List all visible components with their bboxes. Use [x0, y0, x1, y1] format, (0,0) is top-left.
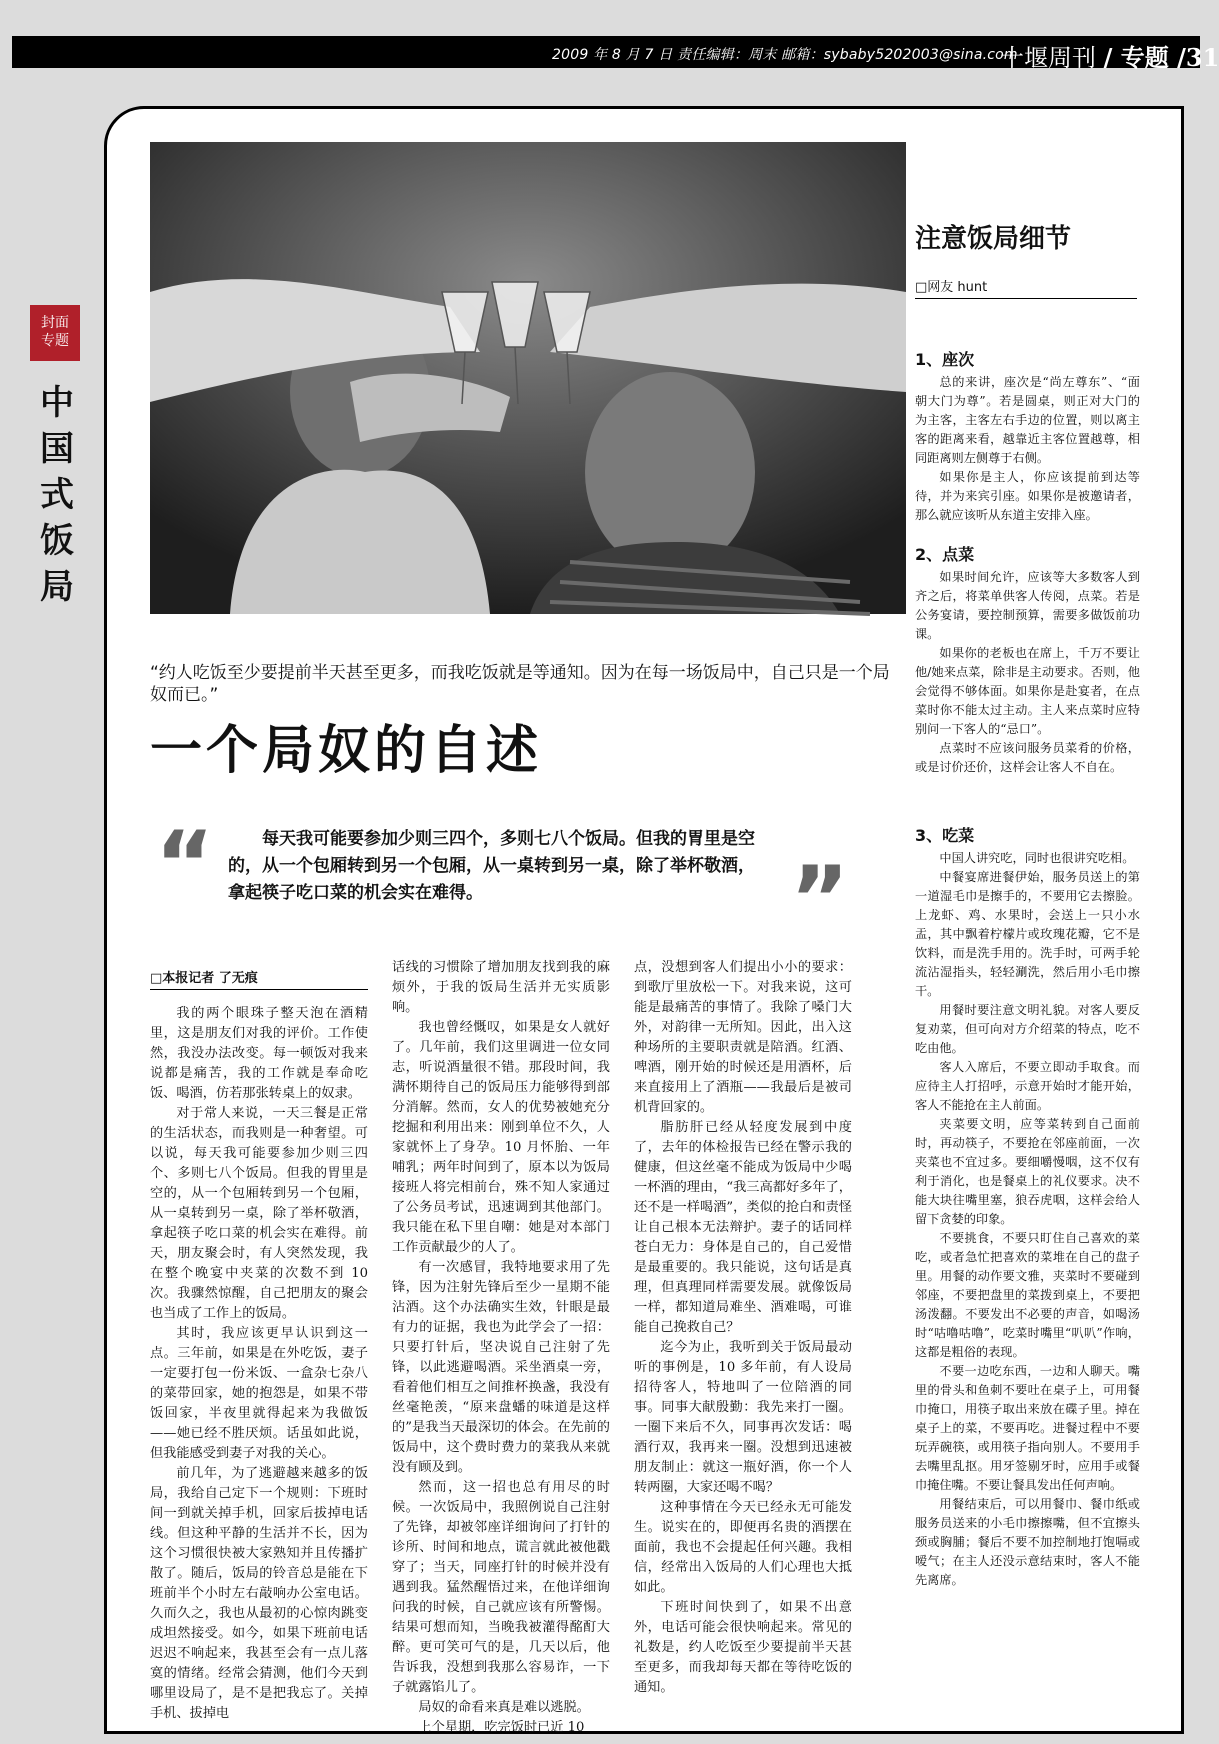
header-meta: 2009 年 8 月 7 日 责任编辑：周末 邮箱：sybaby5202003@sina.com: [552, 47, 1018, 63]
article-paragraph: 我的两个眼珠子整天泡在酒精里，这是朋友们对我的评价。工作使然，我没办法改变。每一顿饭对我来说都是痛苦，我的工作就是奉命吃饭、喝酒，仿若那张转桌上的奴隶。: [150, 1006, 368, 1101]
vertical-title-char: 国: [40, 429, 74, 469]
header-bar: [12, 36, 1219, 72]
pull-quote: [228, 826, 768, 907]
article-paragraph: 然而，这一招也总有用尽的时候。一次饭局中，我照例说自己注射了先锋，却被邻座详细询问了打针的诊所、时间和地点，谎言就此被他戳穿了；当天，同座打针的时候并没有遇到我。猛然醒悟过来，在他详细询问我的时候，自己就应该有所警惕。结果可想而知，当晚我被灌得酩酊大醉。更可笑可气的是，几天以后，他告诉我，没想到我那么容易诈，一下子就露馅儿了。: [392, 1480, 610, 1695]
sidebar-heading: 2、点菜: [915, 545, 975, 564]
sidebar-paragraph: 用餐时要注意文明礼貌。对客人要反复劝菜，但可向对方介绍菜的特点，吃不吃由他。: [915, 1003, 1140, 1055]
sidebar-section-ordering: [915, 545, 1140, 777]
sidebar-paragraph: 如果你的老板也在席上，千万不要让他/她来点菜，除非是主动要求。否则，他会觉得不够体面。如果你是赴宴者，在点菜时你不能太过主动。主人来点菜时应特别问一下客人的“忌口”。: [915, 646, 1140, 736]
article-paragraph: 其时，我应该更早认识到这一点。三年前，如果是在外吃饭，妻子一定要打包一份米饭、一盒杂七杂八的菜带回家，她的抱怨是，如果不带饭回家，半夜里就得起来为我做饭——她已经不胜厌烦。话虽如此说，但我能感受到妻子对我的关心。: [150, 1326, 368, 1461]
article-paragraph: 上个星期，吃完饭时已近 10: [418, 1720, 585, 1735]
toast-photo: [150, 142, 906, 614]
section-name: / 专题 /: [1103, 43, 1186, 72]
article-paragraph: 脂肪肝已经从轻度发展到中度了，去年的体检报告已经在警示我的健康，但这丝毫不能成为饭局中少喝一杯酒的理由，“我三高都好多年了，还不是一样喝酒”，类似的抢白和责怪让自己根本无法辩护。妻子的话同样苍白无力：身体是自己的，自己爱惜是最重要的。我只能说，这句话是真理，但真理同样需要发展。就像饭局一样，都知道局难坐、酒难喝，可谁能自己挽救自己？: [634, 1120, 852, 1335]
article-headline: 一个局奴的自述: [150, 720, 543, 781]
article-paragraph: 对于常人来说，一天三餐是正常的生活状态，而我则是一种奢望。可以说，每天我可能要参加少则三四个、多则七八个饭局。但我的胃里是空的，从一个包厢转到另一个包厢，从一桌转到另一桌，除了举杯敬酒，拿起筷子吃口菜的机会实在难得。前天，朋友聚会时，有人突然发现，我在整个晚宴中夹菜的次数不到 10 次。我骤然惊醒，自己把朋友的聚会也当成了工作上的饭局。: [150, 1106, 368, 1321]
article-paragraph: 话线的习惯除了增加朋友找到我的麻烦外，于我的饭局生活并无实质影响。: [392, 960, 610, 1015]
article-lede: “约人吃饭至少要提前半天甚至更多，而我吃饭就是等通知。因为在每一场饭局中，自己只是一个局奴而已。”: [150, 663, 890, 705]
sidebar-paragraph: 中餐宴席进餐伊始，服务员送上的第一道湿毛巾是擦手的，不要用它去擦脸。上龙虾、鸡、水果时，会送上一只小水盂，其中飘着柠檬片或玫瑰花瓣，它不是饮料，而是洗手用的。洗手时，可两手轮流沾湿指头，轻轻涮洗，然后用小毛巾擦干。: [915, 870, 1140, 998]
article-column-3: [634, 958, 852, 1695]
sidebar-author: □网友 hunt: [915, 276, 1137, 299]
toast-photo-illustration: [150, 142, 906, 614]
article-paragraph: 有一次感冒，我特地要求用了先锋，因为注射先锋后至少一星期不能沾酒。这个办法确实生效，针眼是最有力的证据，我也为此学会了一招：只要打针后，坚决说自己注射了先锋，以此逃避喝酒。采坐酒桌一旁，看着他们相互之间推杯换盏，我没有丝毫艳羡，“原来盘蟠的味道是这样的”是我当天最深切的体会。在先前的饭局中，这个费时费力的菜我从来就没有顾及到。: [392, 1260, 610, 1475]
sidebar-title: 注意饭局细节: [915, 224, 1072, 254]
vertical-title: [32, 380, 82, 610]
sidebar-paragraph: 用餐结束后，可以用餐巾、餐巾纸或服务员送来的小毛巾擦擦嘴，但不宜擦头颈或胸脯；餐后不要不加控制地打饱嗝或嗳气；在主人还没示意结束时，客人不能先离席。: [915, 1497, 1140, 1587]
sidebar-paragraph: 中国人讲究吃，同时也很讲究吃相。: [939, 851, 1135, 865]
quote-close-mark: ”: [790, 847, 850, 952]
sidebar-paragraph: 如果时间允许，应该等大多数客人到齐之后，将菜单供客人传阅，点菜。若是公务宴请，要控制预算，需要多做饭前功课。: [915, 570, 1140, 641]
article-column-2: [392, 958, 610, 1735]
masthead: [1000, 38, 1219, 73]
sidebar-section-seating: [915, 350, 1140, 525]
vertical-title-char: 式: [40, 475, 74, 515]
section-tag-line2: 专题: [41, 333, 69, 349]
article-paragraph: 点，没想到客人们提出小小的要求：到歌厅里放松一下。对我来说，这可能是最痛苦的事情了。我除了嗓门大外，对韵律一无所知。因此，出入这种场所的主要职责就是陪酒。红酒、啤酒，刚开始的时候还是用酒杯，后来直接用上了酒瓶——我最后是被司机背回家的。: [634, 960, 852, 1115]
article-paragraph: 局奴的命看来真是难以逃脱。: [418, 1700, 590, 1715]
sidebar-paragraph: 点菜时不应该问服务员菜肴的价格，或是讨价还价，这样会让客人不自在。: [915, 741, 1140, 774]
sidebar-paragraph: 不要挑食，不要只盯住自己喜欢的菜吃，或者急忙把喜欢的菜堆在自己的盘子里。用餐的动作要文雅，夹菜时不要碰到邻座，不要把盘里的菜拨到桌上，不要把汤泼翻。不要发出不必要的声音，如喝汤时“咕噜咕噜”，吃菜时嘴里“叭叭”作响，这都是粗俗的表现。: [915, 1231, 1140, 1359]
article-paragraph: 我也曾经慨叹，如果是女人就好了。几年前，我们这里调进一位女同志，听说酒量很不错。那段时间，我满怀期待自己的饭局压力能够得到部分消解。然而，女人的优势被她充分挖掘和利用出来：刚到单位不久，人家就怀上了身孕。10 月怀胎、一年哺乳；两年时间到了，原本以为饭局接班人将完相前台，殊不知人家通过了公务员考试，迅速调到其他部门。我只能在私下里自嘲：她是对本部门工作贡献最少的人了。: [392, 1020, 610, 1255]
vertical-title-char: 局: [40, 567, 74, 607]
article-paragraph: 下班时间快到了，如果不出意外，电话可能会很快响起来。常见的礼数是，约人吃饭至少要提前半天甚至更多，而我却每天都在等待吃饭的通知。: [634, 1600, 852, 1695]
sidebar-paragraph: 如果你是主人，你应该提前到达等待，并为来宾引座。如果你是被邀请者，那么就应该听从东道主安排入座。: [915, 470, 1140, 522]
sidebar-paragraph: 不要一边吃东西，一边和人聊天。嘴里的骨头和鱼刺不要吐在桌子上，可用餐巾掩口，用筷子取出来放在碟子里。掉在桌子上的菜，不要再吃。进餐过程中不要玩弄碗筷，或用筷子指向别人。不要用手去嘴里乱抠。用牙签剔牙时，应用手或餐巾掩住嘴。不要让餐具发出任何声响。: [915, 1364, 1140, 1492]
article-paragraph: 前几年，为了逃避越来越多的饭局，我给自己定下一个规则：下班时间一到就关掉手机，回家后拔掉电话线。但这种平静的生活并不长，因为这个习惯很快被大家熟知并且传播扩散了。随后，饭局的铃音总是能在下班前半个小时左右敲响办公室电话。久而久之，我也从最初的心惊肉跳变成坦然接受。如今，如果下班前电话迟迟不响起来，我甚至会有一点儿落寞的情绪。经常会猜测，他们今天到哪里设局了，是不是把我忘了。关掉手机、拔掉电: [150, 1466, 368, 1721]
article-paragraph: 这种事情在今天已经永无可能发生。说实在的，即便再名贵的酒摆在面前，我也不会提起任何兴趣。我相信，经常出入饭局的人们心理也大抵如此。: [634, 1500, 852, 1595]
quote-open-mark: “: [155, 812, 215, 917]
article-column-1: [150, 1004, 368, 1721]
page-number: 31: [1185, 43, 1219, 72]
sidebar-paragraph: 客人入席后，不要立即动手取食。而应待主人打招呼，示意开始时才能开始，客人不能抢在主人前面。: [915, 1060, 1140, 1112]
vertical-title-char: 饭: [40, 521, 74, 561]
article-paragraph: 迄今为止，我听到关于饭局最动听的事例是，10 多年前，有人设局招待客人，特地叫了一位陪酒的同事。同事大献殷勤：我先来打一圈。一圈下来后不久，同事再次发话：喝酒行双，我再来一圈。没想到迅速被朋友制止：就这一瓶好酒，你一个人转两圈，大家还喝不喝？: [634, 1340, 852, 1495]
sidebar-heading: 1、座次: [915, 350, 975, 369]
pull-quote-text: 每天我可能要参加少则三四个，多则七八个饭局。但我的胃里是空的，从一个包厢转到另一个包厢，从一桌转到另一桌，除了举杯敬酒，拿起筷子吃口菜的机会实在难得。: [228, 829, 755, 903]
paper-name: 十堰周刊: [1000, 44, 1096, 72]
sidebar-paragraph: 总的来讲，座次是“尚左尊东”、“面朝大门为尊”。若是圆桌，则正对大门的为主客，主客左右手边的位置，则以离主客的距离来看，越靠近主客位置越尊，相同距离则左侧尊于右侧。: [915, 375, 1140, 465]
sidebar-heading: 3、吃菜: [915, 826, 975, 845]
vertical-title-char: 中: [40, 383, 74, 423]
article-byline: □本报记者 了无痕: [150, 967, 368, 990]
sidebar-section-eating: [915, 826, 1140, 1736]
section-tag-line1: 封面: [41, 315, 69, 331]
sidebar-paragraph: 夹菜要文明，应等菜转到自己面前时，再动筷子，不要抢在邻座前面，一次夹菜也不宜过多。要细嚼慢咽，这不仅有利于消化，也是餐桌上的礼仪要求。决不能大块往嘴里塞，狼吞虎咽，这样会给人留下贪婪的印象。: [915, 1117, 1140, 1226]
section-tag: [30, 305, 80, 361]
